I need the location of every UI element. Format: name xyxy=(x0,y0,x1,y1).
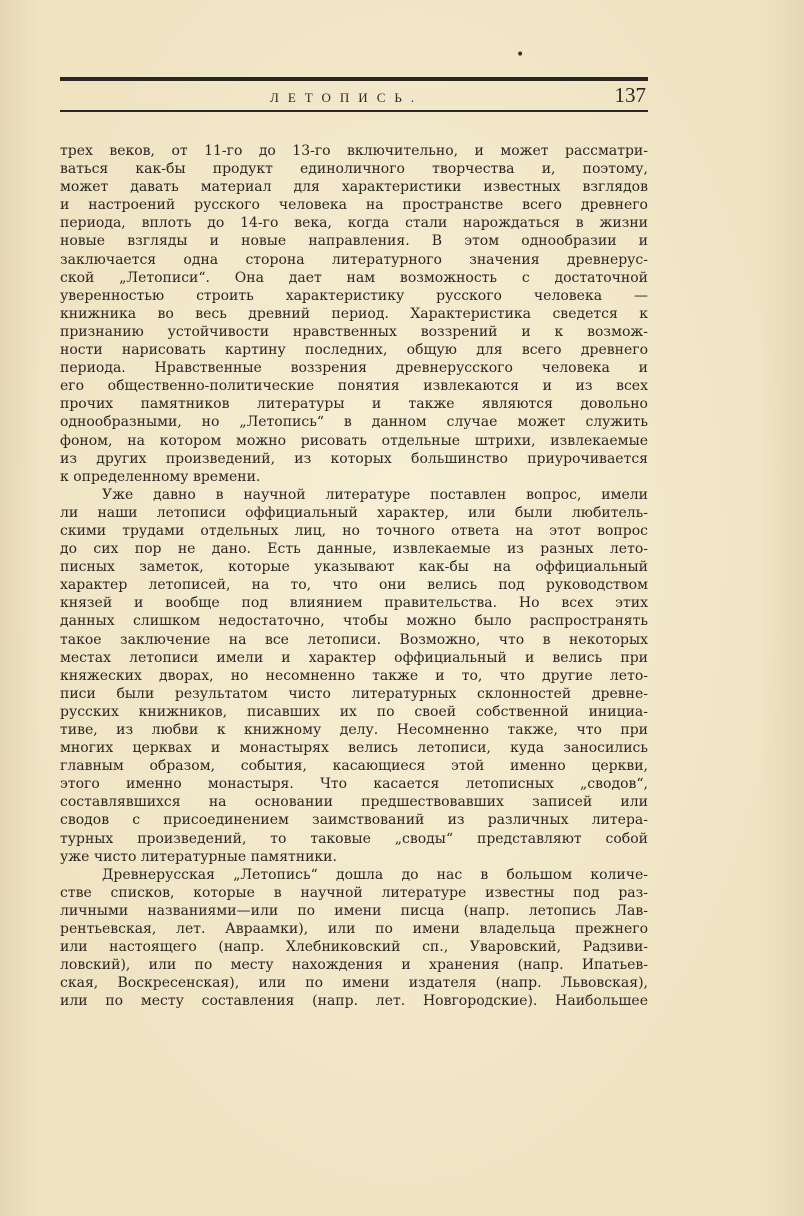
header-rule-bottom xyxy=(60,110,648,112)
text-line: тиве, из любви к книжному делу. Несомненно также, что при xyxy=(60,722,648,738)
text-line: периода. Нравственные воззрения древнерусского человека и xyxy=(60,360,648,377)
text-line: прочих памятников литературы и также являются довольно xyxy=(60,396,648,413)
text-line: периода, вплоть до 14-го века, когда стали нарождаться в жизни xyxy=(60,215,648,232)
text-line: ли наши летописи оффициальный характер, или были любитель- xyxy=(60,504,648,521)
page-number: 137 xyxy=(614,83,646,107)
text-line: стве списков, которые в научной литературе известны под раз- xyxy=(60,884,648,901)
text-line: составлявшихся на основании предшествовавших записей или xyxy=(60,794,648,811)
text-line: уверенностью строить характеристику русского человека — xyxy=(60,287,648,304)
text-line: трех веков, от 11-го до 13-го включительно, и может рассматри- xyxy=(60,143,648,159)
text-line: князей и вообще под влиянием правительства. Но всех этих xyxy=(60,595,648,612)
text-line: рентьевская, лет. Авраамки), или по имени владельца прежнего xyxy=(60,921,648,938)
text-line: до сих пор не дано. Есть данные, извлекаемые из разных лето- xyxy=(60,541,648,558)
text-line: из других произведений, из которых большинство приурочивается xyxy=(60,450,648,467)
text-line: Древнерусская „Летопись“ дошла до нас в большом количе- xyxy=(102,866,648,883)
text-line: признанию устойчивости нравственных воззрений и к возмож- xyxy=(60,323,648,340)
text-line: ская, Воскресенская), или по имени издателя (напр. Львовская), xyxy=(60,975,648,992)
header-rule-top xyxy=(60,77,648,81)
text-line: главным образом, события, касающиеся этой именно церкви, xyxy=(60,758,648,775)
text-line: Уже давно в научной литературе поставлен вопрос, имели xyxy=(102,486,648,503)
text-line: ловский), или по месту нахождения и хранения (напр. Ипатьев- xyxy=(60,957,648,974)
body-text xyxy=(60,142,648,1011)
text-line: скими трудами отдельных лиц, но точного ответа на этот вопрос xyxy=(60,522,648,539)
text-line: местах летописи имели и характер оффициальный и велись при xyxy=(60,649,648,666)
running-title: ЛЕТОПИСЬ. xyxy=(270,90,424,105)
ink-fleck: • xyxy=(516,47,525,63)
text-line: к определенному времени. xyxy=(60,468,261,485)
text-line: княжеских дворах, но несомненно также и то, что другие лето- xyxy=(60,667,648,684)
text-line: такое заключение на все летописи. Возможно, что в некоторых xyxy=(60,631,648,648)
text-line: русских книжников, писавших их по своей собственной инициа- xyxy=(60,703,648,720)
text-line: книжника во весь древний период. Характеристика сведется к xyxy=(60,305,648,322)
text-line: данных слишком недостаточно, чтобы можно было распространять xyxy=(60,613,648,630)
text-line: личными названиями—или по имени писца (напр. летопись Лав- xyxy=(60,902,648,919)
text-line: однообразными, но „Летопись“ в данном случае может служить xyxy=(60,414,648,431)
text-line: уже чисто литературные памятники. xyxy=(60,848,337,865)
text-line: писных заметок, которые указывают как-бы на оффициальный xyxy=(60,559,648,576)
text-line: многих церквах и монастырях велись летописи, куда заносились xyxy=(60,740,648,757)
text-line: может давать материал для характеристики известных взглядов xyxy=(60,179,648,196)
text-line: турных произведений, то таковые „своды“ представляют собой xyxy=(60,830,648,847)
text-line: сводов с присоединением заимствований из различных литера- xyxy=(60,812,648,829)
text-line: ской „Летописи“. Она дает нам возможность с достаточной xyxy=(60,269,648,286)
text-line: его общественно-политические понятия извлекаются и из всех xyxy=(60,378,648,395)
text-line: писи были результатом чисто литературных склонностей древне- xyxy=(60,685,648,702)
text-line: и настроений русского человека на пространстве всего древнего xyxy=(60,197,648,214)
text-line: или по месту составления (напр. лет. Новгородские). Наибольшее xyxy=(60,993,648,1010)
text-line: новые взгляды и новые направления. В этом однообразии и xyxy=(60,233,648,250)
text-line: фоном, на котором можно рисовать отдельные штрихи, извлекаемые xyxy=(60,432,648,449)
text-line: этого именно монастыря. Что касается летописных „сводов“, xyxy=(60,776,648,793)
text-line: или настоящего (напр. Хлебниковский сп., Уваровский, Радзиви- xyxy=(60,939,648,956)
text-line: заключается одна сторона литературного значения древнерус- xyxy=(60,251,648,268)
text-line: характер летописей, на то, что они велись под руководством xyxy=(60,577,648,594)
text-line: ности нарисовать картину последних, общую для всего древнего xyxy=(60,342,648,359)
text-line: ваться как-бы продукт единоличного творчества и, поэтому, xyxy=(60,161,648,178)
